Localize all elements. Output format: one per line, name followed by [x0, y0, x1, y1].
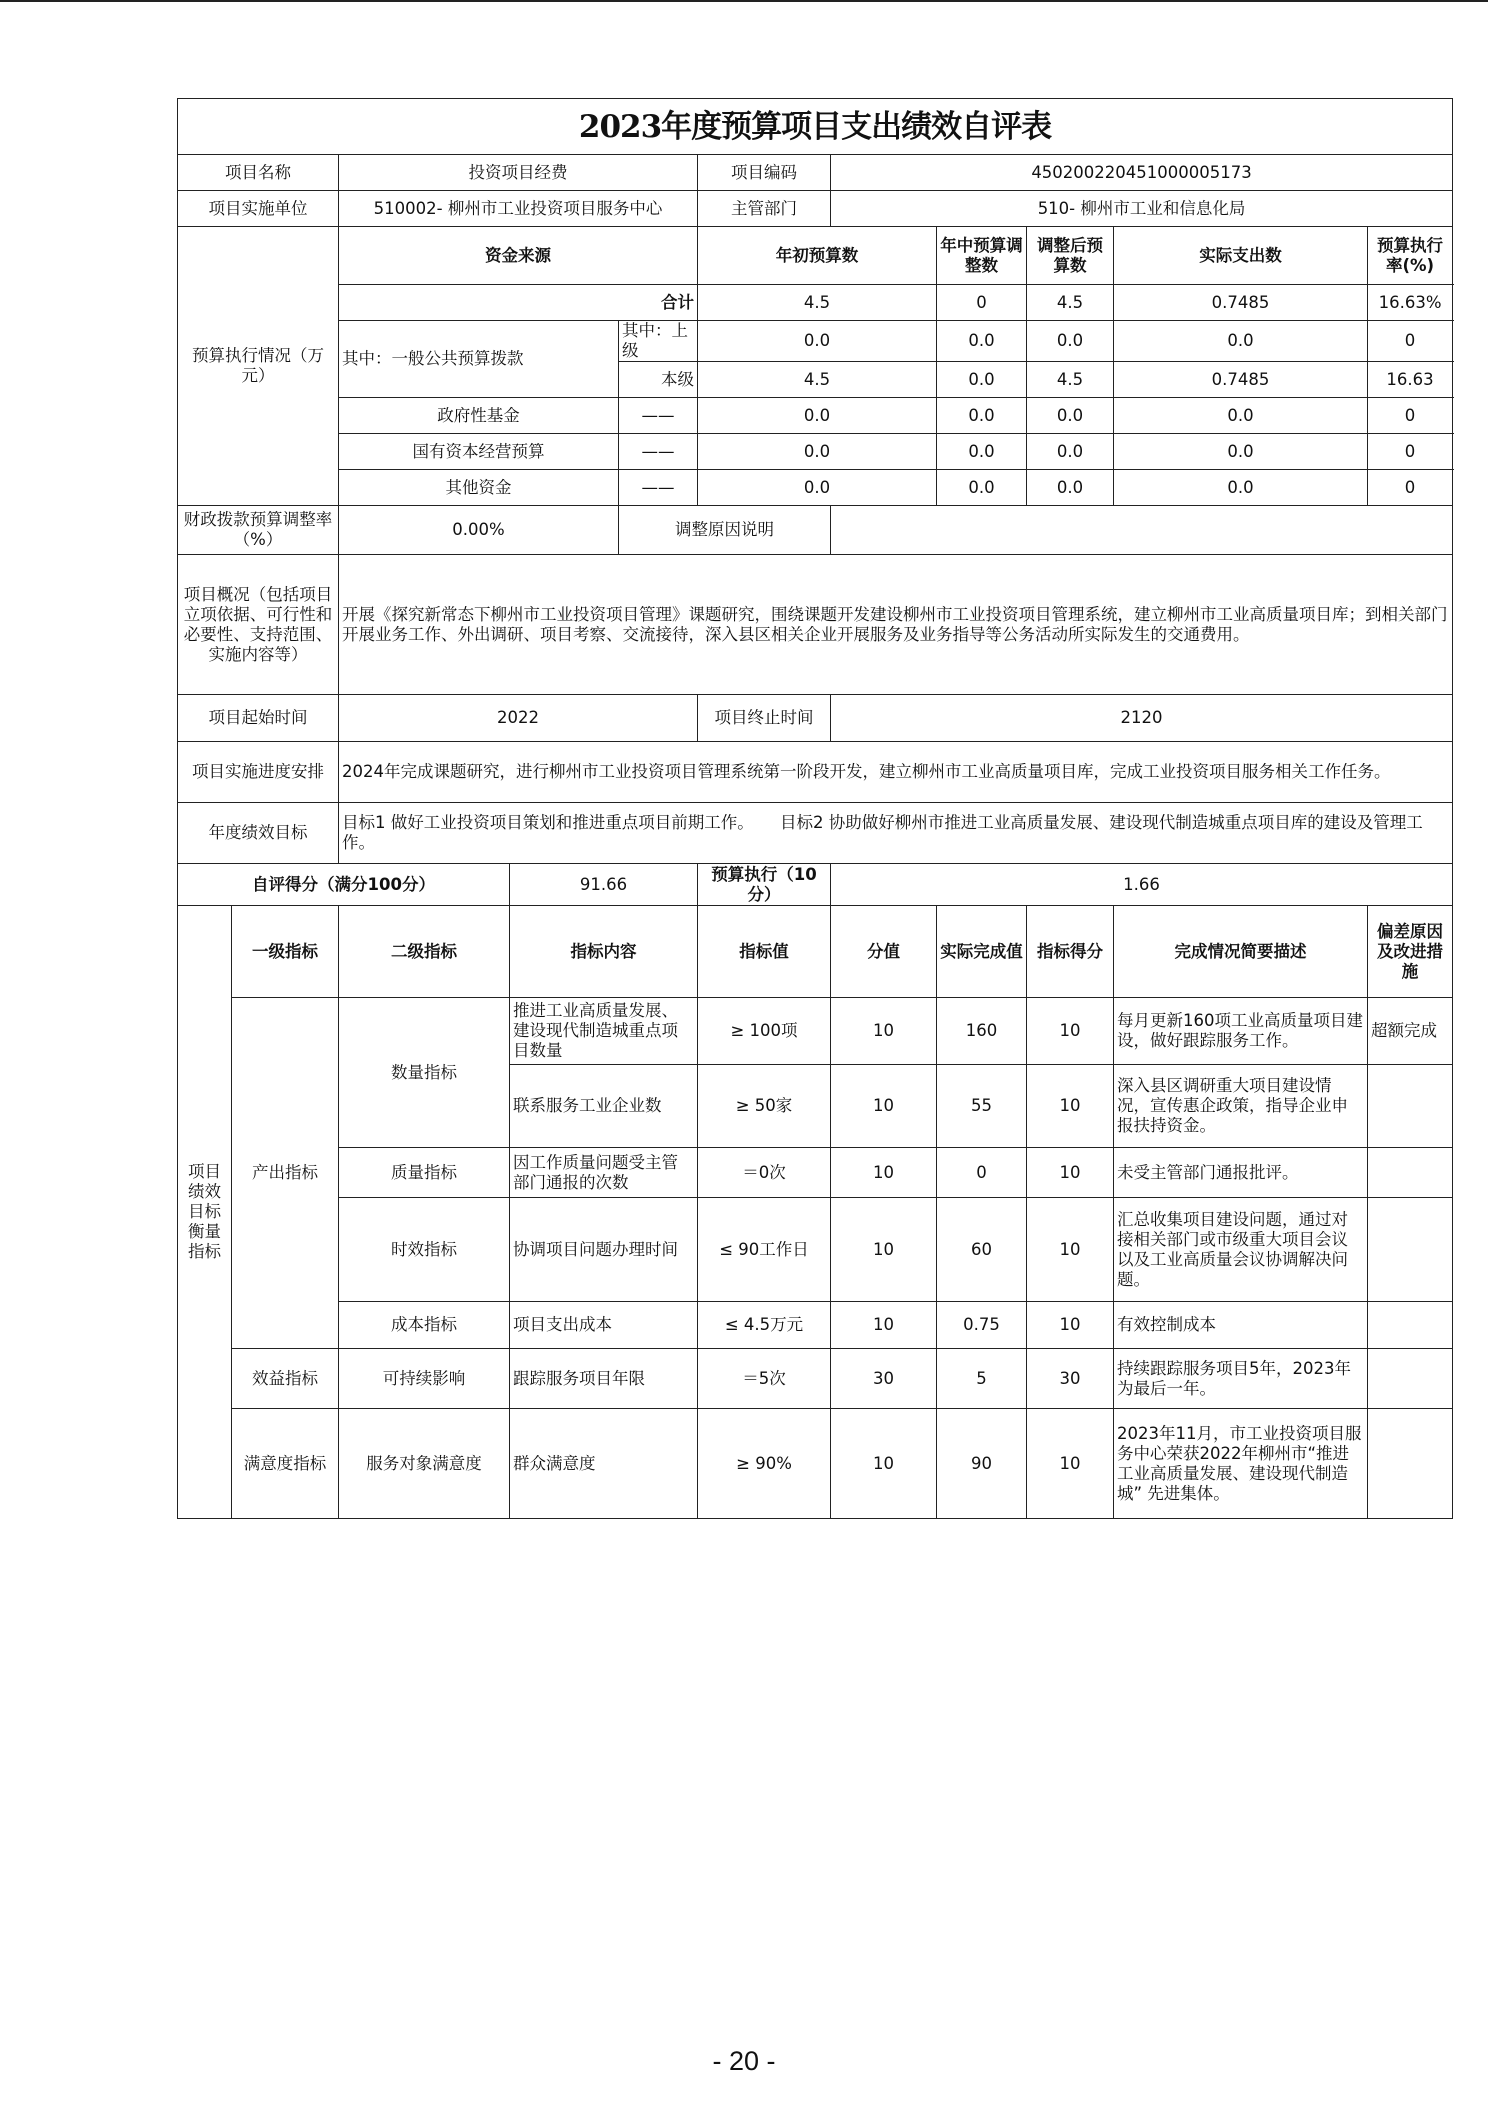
- supervising-dept-label: 主管部门: [698, 191, 831, 227]
- header-actual-spend: 实际支出数: [1114, 227, 1368, 285]
- other-fund-initial: 0.0: [698, 470, 937, 506]
- adjust-reason-label: 调整原因说明: [619, 506, 831, 555]
- project-code-label: 项目编码: [698, 155, 831, 191]
- indicator-actual: 5: [937, 1349, 1027, 1409]
- total-mid-adjust: 0: [937, 285, 1027, 321]
- indicator-deviation-reason: [1368, 1409, 1453, 1519]
- indicator-deviation-reason: [1368, 1065, 1453, 1148]
- gov-fund-rate: 0: [1368, 398, 1453, 434]
- indicator-actual: 90: [937, 1409, 1027, 1519]
- indicator-deviation-reason: [1368, 1148, 1453, 1198]
- other-fund-adjusted: 0.0: [1027, 470, 1114, 506]
- implementing-unit-value: 510002- 柳州市工业投资项目服务中心: [339, 191, 698, 227]
- schedule-label: 项目实施进度安排: [178, 742, 339, 803]
- row-gov-fund-label: 政府性基金: [339, 398, 619, 434]
- row-other-fund-label: 其他资金: [339, 470, 619, 506]
- indicator-description: 有效控制成本: [1114, 1302, 1368, 1349]
- indicator-target: ≤ 90工作日: [698, 1198, 831, 1302]
- indicator-actual: 160: [937, 998, 1027, 1065]
- state-capital-dash: ——: [619, 434, 698, 470]
- upper-initial: 0.0: [698, 321, 937, 362]
- indicator-score: 30: [831, 1349, 937, 1409]
- gov-fund-dash: ——: [619, 398, 698, 434]
- header-initial-budget: 年初预算数: [698, 227, 937, 285]
- table-row: [178, 1302, 1453, 1349]
- indicator-score: 10: [831, 1198, 937, 1302]
- other-fund-dash: ——: [619, 470, 698, 506]
- local-rate: 16.63: [1368, 362, 1453, 398]
- start-time-value: 2022: [339, 695, 698, 742]
- state-capital-actual: 0.0: [1114, 434, 1368, 470]
- table-row: [178, 998, 1453, 1065]
- indicator-description: 未受主管部门通报批评。: [1114, 1148, 1368, 1198]
- indicator-description: 持续跟踪服务项目5年，2023年为最后一年。: [1114, 1349, 1368, 1409]
- sustainability-indicator-label: 可持续影响: [339, 1349, 510, 1409]
- page-number: - 20 -: [712, 2046, 776, 2076]
- benefit-indicator-label: 效益指标: [232, 1349, 339, 1409]
- indicator-target: ≥ 100项: [698, 998, 831, 1065]
- indicator-target: ≤ 4.5万元: [698, 1302, 831, 1349]
- indicator-actual: 0.75: [937, 1302, 1027, 1349]
- start-time-label: 项目起始时间: [178, 695, 339, 742]
- adjust-reason-value: [831, 506, 1453, 555]
- cost-indicator-label: 成本指标: [339, 1302, 510, 1349]
- indicator-deviation-reason: [1368, 1302, 1453, 1349]
- indicator-score: 10: [831, 1148, 937, 1198]
- state-capital-adjusted: 0.0: [1027, 434, 1114, 470]
- adjust-rate-value: 0.00%: [339, 506, 619, 555]
- implementing-unit-label: 项目实施单位: [178, 191, 339, 227]
- self-score-label: 自评得分（满分100分）: [178, 864, 510, 906]
- indicator-target: ＝5次: [698, 1349, 831, 1409]
- other-fund-mid-adjust: 0.0: [937, 470, 1027, 506]
- table-title: 2023年度预算项目支出绩效自评表: [178, 99, 1453, 155]
- indicator-actual: 60: [937, 1198, 1027, 1302]
- local-adjusted: 4.5: [1027, 362, 1114, 398]
- indicator-got: 10: [1027, 998, 1114, 1065]
- indicator-deviation-reason: 超额完成: [1368, 998, 1453, 1065]
- budget-exec-score-label: 预算执行（10分）: [698, 864, 831, 906]
- indicator-content: 群众满意度: [510, 1409, 698, 1519]
- header-description: 完成情况简要描述: [1114, 906, 1368, 998]
- upper-mid-adjust: 0.0: [937, 321, 1027, 362]
- indicator-deviation-reason: [1368, 1198, 1453, 1302]
- header-execution-rate: 预算执行率(%): [1368, 227, 1453, 285]
- header-level2: 二级指标: [339, 906, 510, 998]
- indicator-score: 10: [831, 1409, 937, 1519]
- annual-goal-label: 年度绩效目标: [178, 803, 339, 864]
- state-capital-rate: 0: [1368, 434, 1453, 470]
- indicator-description: 2023年11月，市工业投资项目服务中心荣获2022年柳州市“推进工业高质量发展、建设现代制造城” 先进集体。: [1114, 1409, 1368, 1519]
- state-capital-initial: 0.0: [698, 434, 937, 470]
- indicator-target: ≥ 90%: [698, 1409, 831, 1519]
- project-name-label: 项目名称: [178, 155, 339, 191]
- header-mid-year-adjust: 年中预算调整数: [937, 227, 1027, 285]
- budget-exec-score-value: 1.66: [831, 864, 1453, 906]
- indicator-section-label: 项目绩效目标衡量指标: [178, 906, 232, 1519]
- indicator-content: 项目支出成本: [510, 1302, 698, 1349]
- indicator-target: ≥ 50家: [698, 1065, 831, 1148]
- indicator-description: 汇总收集项目建设问题，通过对接相关部门或市级重大项目会议以及工业高质量会议协调解决问题。: [1114, 1198, 1368, 1302]
- indicator-description: 深入县区调研重大项目建设情况，宣传惠企政策，指导企业申报扶持资金。: [1114, 1065, 1368, 1148]
- gov-fund-initial: 0.0: [698, 398, 937, 434]
- other-fund-actual: 0.0: [1114, 470, 1368, 506]
- state-capital-mid-adjust: 0.0: [937, 434, 1027, 470]
- output-indicator-label: 产出指标: [232, 998, 339, 1349]
- indicator-got: 30: [1027, 1349, 1114, 1409]
- page-top-border: [0, 0, 1488, 2]
- indicator-content: 因工作质量问题受主管部门通报的次数: [510, 1148, 698, 1198]
- table-row: [178, 1409, 1453, 1519]
- satisfaction-indicator-label: 满意度指标: [232, 1409, 339, 1519]
- indicator-got: 10: [1027, 1148, 1114, 1198]
- self-score-value: 91.66: [510, 864, 698, 906]
- end-time-label: 项目终止时间: [698, 695, 831, 742]
- performance-self-evaluation-table: [177, 98, 1453, 1519]
- indicator-description: 每月更新160项工业高质量项目建设，做好跟踪服务工作。: [1114, 998, 1368, 1065]
- gov-fund-actual: 0.0: [1114, 398, 1368, 434]
- supervising-dept-value: 510- 柳州市工业和信息化局: [831, 191, 1453, 227]
- other-fund-rate: 0: [1368, 470, 1453, 506]
- project-name-value: 投资项目经费: [339, 155, 698, 191]
- local-actual: 0.7485: [1114, 362, 1368, 398]
- table-row: [178, 1349, 1453, 1409]
- indicator-got: 10: [1027, 1065, 1114, 1148]
- adjust-rate-label: 财政拨款预算调整率（%）: [178, 506, 339, 555]
- upper-rate: 0: [1368, 321, 1453, 362]
- gov-fund-mid-adjust: 0.0: [937, 398, 1027, 434]
- indicator-content: 跟踪服务项目年限: [510, 1349, 698, 1409]
- header-target: 指标值: [698, 906, 831, 998]
- total-initial: 4.5: [698, 285, 937, 321]
- row-local-label: 本级: [619, 362, 698, 398]
- project-code-value: 450200220451000005173: [831, 155, 1453, 191]
- row-state-capital-label: 国有资本经营预算: [339, 434, 619, 470]
- indicator-content: 推进工业高质量发展、建设现代制造城重点项目数量: [510, 998, 698, 1065]
- annual-goal-text: 目标1 做好工业投资项目策划和推进重点项目前期工作。 目标2 协助做好柳州市推进工业高质量发展、建设现代制造城重点项目库的建设及管理工作。: [339, 803, 1453, 864]
- overview-label: 项目概况（包括项目立项依据、可行性和必要性、支持范围、实施内容等）: [178, 555, 339, 695]
- indicator-content: 协调项目问题办理时间: [510, 1198, 698, 1302]
- upper-actual: 0.0: [1114, 321, 1368, 362]
- indicator-score: 10: [831, 1302, 937, 1349]
- total-adjusted: 4.5: [1027, 285, 1114, 321]
- header-indicator-score: 指标得分: [1027, 906, 1114, 998]
- total-actual: 0.7485: [1114, 285, 1368, 321]
- quantity-indicator-label: 数量指标: [339, 998, 510, 1148]
- indicator-score: 10: [831, 1065, 937, 1148]
- indicator-score: 10: [831, 998, 937, 1065]
- row-upper-label: 其中：上级: [619, 321, 698, 362]
- indicator-deviation-reason: [1368, 1349, 1453, 1409]
- indicator-actual: 0: [937, 1148, 1027, 1198]
- indicator-target: ＝0次: [698, 1148, 831, 1198]
- table-row: [178, 1148, 1453, 1198]
- header-score: 分值: [831, 906, 937, 998]
- indicator-content: 联系服务工业企业数: [510, 1065, 698, 1148]
- header-level1: 一级指标: [232, 906, 339, 998]
- indicator-got: 10: [1027, 1198, 1114, 1302]
- overview-text: 开展《探究新常态下柳州市工业投资项目管理》课题研究，围绕课题开发建设柳州市工业投资项目管理系统，建立柳州市工业高质量项目库；到相关部门开展业务工作、外出调研、项目考察、交流接待，深入县区相关企业开展服务及业务指导等公务活动所实际发生的交通费用。: [339, 555, 1453, 695]
- header-content: 指标内容: [510, 906, 698, 998]
- schedule-text: 2024年完成课题研究，进行柳州市工业投资项目管理系统第一阶段开发，建立柳州市工业高质量项目库，完成工业投资项目服务相关工作任务。: [339, 742, 1453, 803]
- total-rate: 16.63%: [1368, 285, 1453, 321]
- timeliness-indicator-label: 时效指标: [339, 1198, 510, 1302]
- service-satisfaction-label: 服务对象满意度: [339, 1409, 510, 1519]
- end-time-value: 2120: [831, 695, 1453, 742]
- header-fund-source: 资金来源: [339, 227, 698, 285]
- budget-section-label: 预算执行情况（万元）: [178, 227, 339, 506]
- quality-indicator-label: 质量指标: [339, 1148, 510, 1198]
- local-initial: 4.5: [698, 362, 937, 398]
- header-actual-value: 实际完成值: [937, 906, 1027, 998]
- local-mid-adjust: 0.0: [937, 362, 1027, 398]
- indicator-got: 10: [1027, 1302, 1114, 1349]
- general-budget-label: 其中：一般公共预算拨款: [339, 321, 619, 398]
- header-deviation-reason: 偏差原因及改进措施: [1368, 906, 1453, 998]
- row-total-label: 合计: [339, 285, 698, 321]
- indicator-got: 10: [1027, 1409, 1114, 1519]
- upper-adjusted: 0.0: [1027, 321, 1114, 362]
- indicator-actual: 55: [937, 1065, 1027, 1148]
- table-row: [178, 1198, 1453, 1302]
- gov-fund-adjusted: 0.0: [1027, 398, 1114, 434]
- header-adjusted-budget: 调整后预算数: [1027, 227, 1114, 285]
